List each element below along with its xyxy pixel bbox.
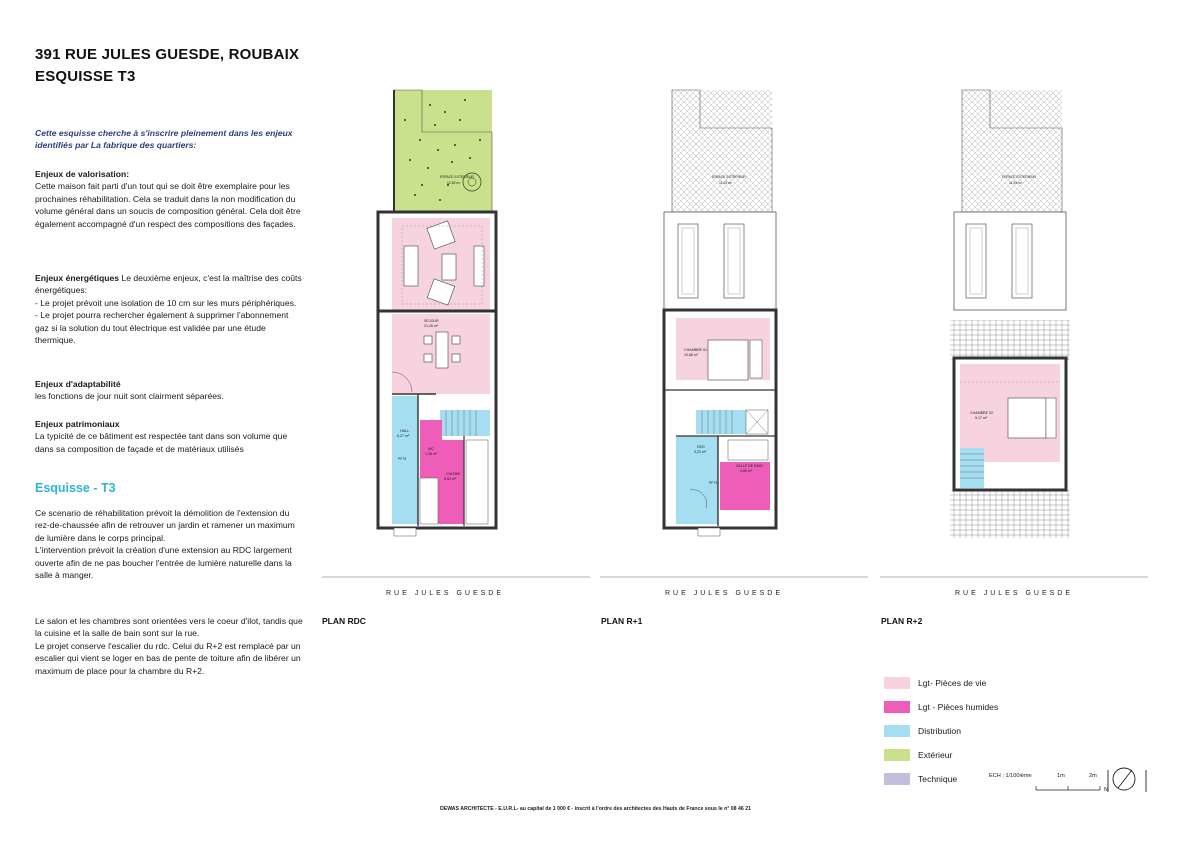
r1-pf-label: PF73: [709, 481, 718, 485]
street-label-rdc: RUE JULES GUESDE: [386, 590, 505, 597]
rdc-wc-label: WC: [428, 447, 434, 451]
legend-swatch: [884, 701, 910, 713]
r2-chambre-area: 9,17 m²: [975, 416, 988, 420]
esquisse-para-2: L'intervention prévoit la création d'une extension au RDC largement ouverte afin de ne pas boucher l'entrée de lumière naturelle dans la salle à manger.: [35, 545, 292, 581]
legend-swatch: [884, 773, 910, 785]
body-valorisation: Cette maison fait parti d'un tout qui se doit être exemplaire pour les prochaines réhabilitation. Cela se traduit dans la non modification du volume général dans un soucis de composition général. Cela doit être également accompagné d'un respect des compositions des façades.: [35, 181, 301, 229]
rdc-cuisine-area: 6,63 m²: [444, 477, 457, 481]
heading-patrimoine: Enjeux patrimoniaux: [35, 419, 120, 429]
footer-text: DEWAS ARCHITECTE - E.U.R.L- au capital de 1 000 € - inscrit à l'ordre des architectes des Hauts de France sous le n° 08 46 21: [439, 806, 751, 812]
bullet-isolation: - Le projet prévoit une isolation de 10 cm sur les murs périphériques.: [35, 297, 297, 308]
rdc-sejour-label: SEJOUR: [424, 319, 439, 323]
street-label-r2: RUE JULES GUESDE: [955, 590, 1074, 597]
rdc-pf-label: PF73: [398, 457, 407, 461]
body-patrimoine: La typicité de ce bâtiment est respectée tant dans son volume que dans sa composition de façade et de matériaux utilisés: [35, 431, 288, 454]
scale-2m-label: 2m: [1089, 773, 1097, 779]
legend-swatch: [884, 749, 910, 761]
legend-swatch: [884, 725, 910, 737]
scale-label: ECH : 1/100ième: [989, 773, 1032, 779]
legend-label: Lgt- Pièces de vie: [918, 678, 987, 688]
page-subtitle: ESQUISSE T3: [35, 68, 136, 85]
page-title: 391 RUE JULES GUESDE, ROUBAIX: [35, 46, 300, 63]
r1-deg-area: 3,23 m²: [694, 450, 707, 454]
plan-r2-label: PLAN R+2: [881, 616, 923, 626]
north-arrow-icon: [1108, 768, 1146, 792]
r2-exterieur-label: ESPACE EXTERIEUR: [1002, 175, 1036, 179]
r1-exterieur-area: 11,53 m²: [719, 181, 733, 185]
esquisse-heading: Esquisse - T3: [35, 481, 116, 495]
north-label: N: [1104, 787, 1108, 793]
r2-exterieur-area: 11,53 m²: [1009, 181, 1023, 185]
r1-chambre-label: CHAMBRE 01: [684, 348, 707, 352]
r1-stairs: [696, 410, 746, 434]
r2-chambre-label: CHAMBRE 02: [970, 411, 993, 415]
legend-swatch: [884, 677, 910, 689]
r1-chambre-area: 10,88 m²: [684, 353, 699, 357]
rdc-hall-label: HALL: [400, 429, 409, 433]
rdc-cuisine-label: CUISINE: [446, 472, 461, 476]
heading-valorisation: Enjeux de valorisation:: [35, 169, 130, 179]
r1-sdb-label: SALLE DE BAIN: [736, 464, 763, 468]
esquisse-para-1: Ce scenario de réhabilitation prévoit la démolition de l'extension du rez-de-chaussée afin de retrouver un jardin et ramener un maximum de lumière dans le corps principal.: [35, 508, 295, 543]
rdc-stairs: [440, 410, 490, 436]
plan-r1-label: PLAN R+1: [601, 616, 643, 626]
rdc-hall-area: 6,27 m²: [397, 434, 410, 438]
plan-r2: [950, 90, 1070, 538]
legend-label: Lgt - Pièces humides: [918, 702, 999, 712]
r1-deg-label: DEG: [697, 445, 705, 449]
legend-label: Extérieur: [918, 750, 953, 760]
body-energie: Le deuxième enjeux, c'est la maîtrise des coûts énergétiques:: [35, 273, 302, 296]
esquisse-para-4: Le projet conserve l'escalier du rdc. Celui du R+2 est remplacé par un escalier qui vient se loger en bas de pente de toiture afin de libérer un maximum de place pour la chambre du R+2.: [35, 640, 301, 676]
body-adaptabilite: les fonctions de jour nuit sont clairment séparées.: [35, 391, 224, 402]
bullet-gaz: - Le projet pourra rechercher également à supprimer l'abonnement gaz si la solution du tout électrique est validée par une étude thermique.: [35, 310, 289, 346]
plan-rdc: [378, 90, 496, 536]
legend-label: Technique: [918, 774, 958, 784]
scale-1m-label: 1m: [1057, 773, 1065, 779]
heading-adaptabilite: Enjeux d'adaptabilité: [35, 379, 121, 389]
r1-exterieur-label: ESPACE EXTERIEUR: [712, 175, 746, 179]
rdc-exterieur-label: ESPACE EXTERIEUR: [440, 175, 474, 179]
rdc-sejour-area: 31,26 m²: [424, 324, 439, 328]
plan-rdc-label: PLAN RDC: [322, 616, 366, 626]
intro-text: Cette esquisse cherche à s'inscrire pleinement dans les enjeux identifiés par La fabrique des quartiers:: [35, 128, 293, 151]
esquisse-para-3: Le salon et les chambres sont orientées vers le coeur d'ilot, tandis que la cuisine et la salle de bain sont sur la rue.: [35, 616, 303, 639]
street-label-r1: RUE JULES GUESDE: [665, 590, 784, 597]
r1-sdb-area: 4,85 m²: [740, 469, 753, 473]
heading-energie: Enjeux énergétiques: [35, 273, 120, 283]
scale-bar: [1036, 786, 1100, 790]
plan-r1: [664, 90, 776, 536]
legend-label: Distribution: [918, 726, 961, 736]
rdc-exterieur-area: 12,82 m²: [447, 181, 461, 185]
rdc-wc-area: 1,38 m²: [425, 452, 438, 456]
